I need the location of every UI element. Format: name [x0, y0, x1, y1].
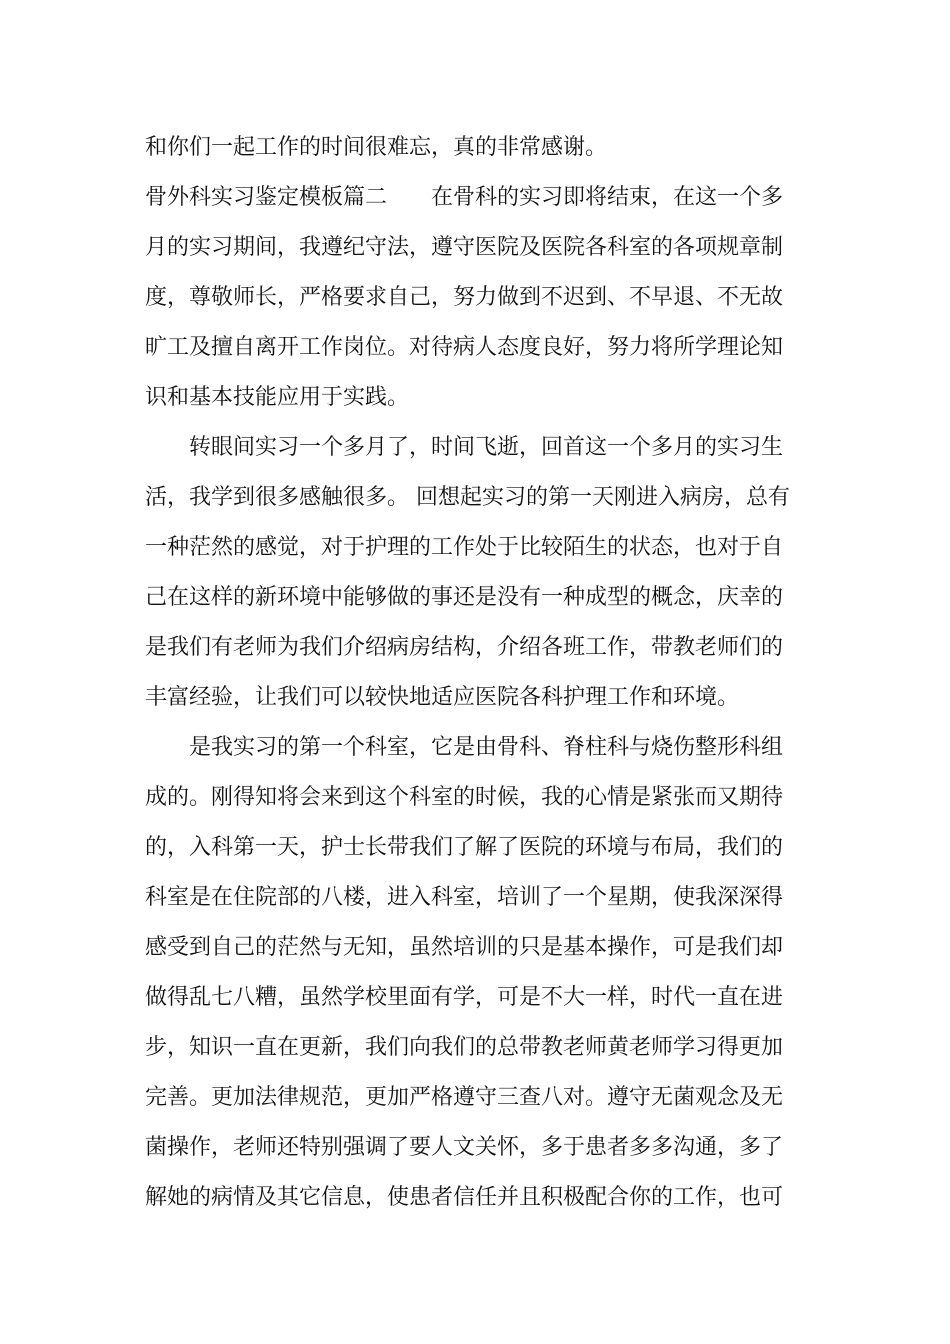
text-line: 科室是在住院部的八楼，进入科室，培训了一个星期，使我深深得	[145, 885, 784, 910]
text-line: 是我实习的第一个科室，它是由骨科、脊柱科与烧伤整形科组	[189, 735, 784, 760]
text-line: 旷工及擅自离开工作岗位。对待病人态度良好，努力将所学理论知	[145, 335, 784, 360]
text-line: 一种茫然的感觉，对于护理的工作处于比较陌生的状态，也对于自	[145, 535, 784, 560]
text-line: 的，入科第一天，护士长带我们了解了医院的环境与布局，我们的	[145, 835, 784, 860]
section-title: 骨外科实习鉴定模板篇二	[145, 185, 388, 210]
text-line: 活，我学到很多感触很多。 回想起实习的第一天刚进入病房，总有	[145, 485, 790, 510]
text-line: 解她的病情及其它信息，使患者信任并且积极配合你的工作，也可	[145, 1185, 784, 1210]
text-line: 完善。更加法律规范，更加严格遵守三查八对。遵守无菌观念及无	[145, 1085, 784, 1110]
text-line: 识和基本技能应用于实践。	[145, 385, 410, 410]
text-line: 步，知识一直在更新，我们向我们的总带教老师黄老师学习得更加	[145, 1035, 784, 1060]
text-line: 丰富经验，让我们可以较快地适应医院各科护理工作和环境。	[145, 685, 740, 710]
text-line: 转眼间实习一个多月了，时间飞逝，回首这一个多月的实习生	[189, 435, 784, 460]
text-line: 成的。刚得知将会来到这个科室的时候，我的心情是紧张而又期待	[145, 785, 784, 810]
paragraph-start: 在骨科的实习即将结束，在这一个多	[431, 185, 784, 210]
text-line: 是我们有老师为我们介绍病房结构，介绍各班工作，带教老师们的	[145, 635, 784, 660]
text-line: 菌操作，老师还特别强调了要人文关怀，多于患者多多沟通，多了	[145, 1135, 784, 1160]
text-line: 己在这样的新环境中能够做的事还是没有一种成型的概念，庆幸的	[145, 585, 784, 610]
text-line: 月的实习期间，我遵纪守法，遵守医院及医院各科室的各项规章制	[145, 235, 784, 260]
text-line: 做得乱七八糟，虽然学校里面有学，可是不大一样，时代一直在进	[145, 985, 784, 1010]
text-line: 和你们一起工作的时间很难忘，真的非常感谢。	[145, 135, 608, 160]
text-line: 感受到自己的茫然与无知，虽然培训的只是基本操作，可是我们却	[145, 935, 784, 960]
text-line	[145, 178, 805, 218]
text-line: 度，尊敬师长，严格要求自己，努力做到不迟到、不早退、不无故	[145, 285, 784, 310]
